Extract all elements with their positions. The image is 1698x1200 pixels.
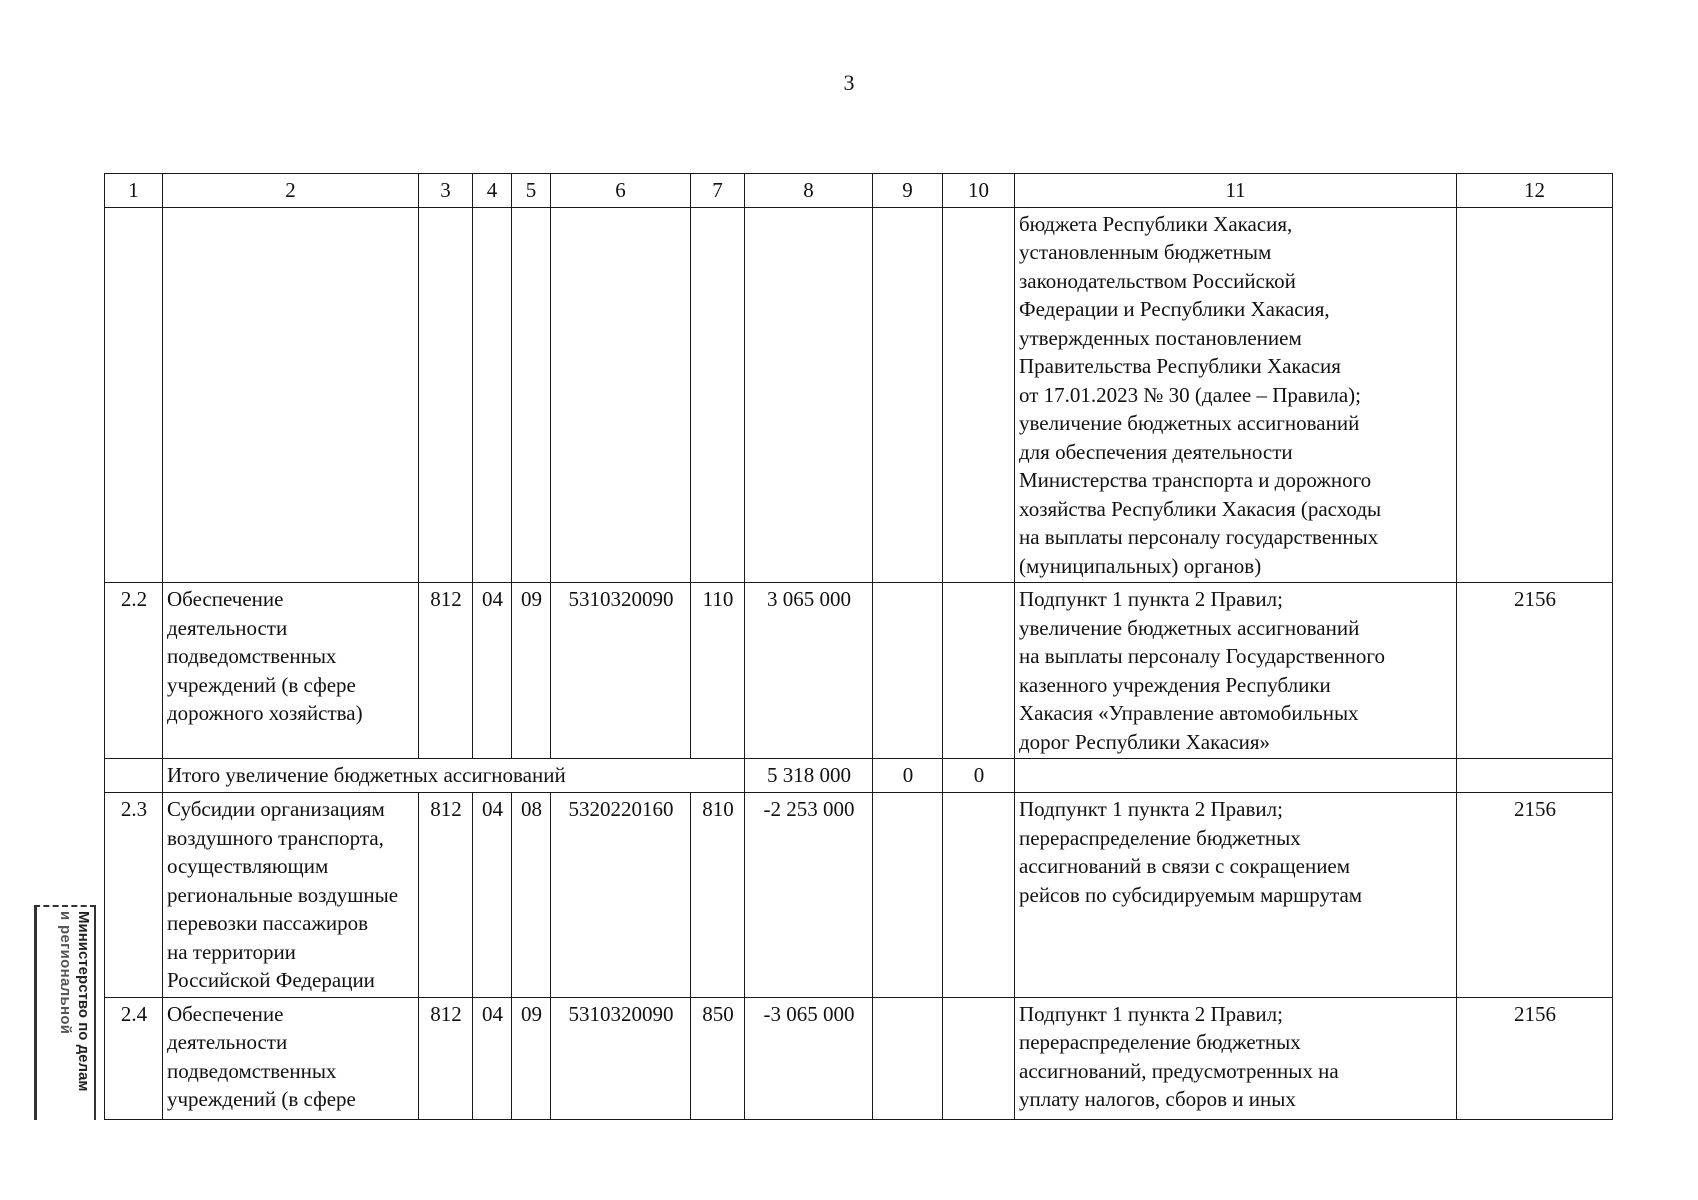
- cell-justification: бюджета Республики Хакасия, установленным бюджетным законодательством Российской Федерации и Республики Хакасия, утвержденных постановлением Правительства Республики Хакасия от 17.01.2023 № 30 (далее – Правила); увеличение бюджетных ассигнований для обеспечения деятельности Министерства транспорта и дорожного хозяйства Республики Хакасия (расходы на выплаты персоналу государственных (муниципальных) органов): [1015, 207, 1457, 583]
- cell-col3: 812: [419, 997, 473, 1119]
- cell-col6: 5310320090: [551, 583, 691, 759]
- header-cell-11: 11: [1015, 174, 1457, 208]
- header-cell-7: 7: [691, 174, 745, 208]
- cell-col4: 04: [473, 583, 512, 759]
- cell-col7: 850: [691, 997, 745, 1119]
- cell-row-number: 2.4: [105, 997, 163, 1119]
- cell-expense-name: Обеспечение деятельности подведомственных учреждений (в сфере дорожного хозяйства): [163, 583, 419, 759]
- cell-col9: [873, 997, 943, 1119]
- cell-col9: [873, 583, 943, 759]
- header-cell-9: 9: [873, 174, 943, 208]
- cell-empty: [163, 207, 419, 583]
- registration-stamp: [30, 905, 100, 1120]
- cell-col9: [873, 793, 943, 998]
- cell-col10: [943, 793, 1015, 998]
- header-cell-6: 6: [551, 174, 691, 208]
- total-col9: 0: [873, 759, 943, 793]
- cell-col5: 09: [512, 583, 551, 759]
- cell-col7: 110: [691, 583, 745, 759]
- cell-empty: [943, 207, 1015, 583]
- header-cell-4: 4: [473, 174, 512, 208]
- cell-col3: 812: [419, 583, 473, 759]
- cell-empty: [419, 207, 473, 583]
- cell-expense-name: Субсидии организациям воздушного транспорта, осуществляющим региональные воздушные перевозки пассажиров на территории Российской Федерации: [163, 793, 419, 998]
- header-cell-5: 5: [512, 174, 551, 208]
- cell-justification: Подпункт 1 пункта 2 Правил; перераспределение бюджетных ассигнований в связи с сокращением рейсов по субсидируемым маршрутам: [1015, 793, 1457, 998]
- total-amount: 5 318 000: [745, 759, 873, 793]
- stamp-frame: [34, 905, 96, 1120]
- table-row: [105, 997, 1613, 1119]
- cell-amount: 3 065 000: [745, 583, 873, 759]
- cell-empty: [551, 207, 691, 583]
- cell-expense-name: Обеспечение деятельности подведомственных учреждений (в сфере: [163, 997, 419, 1119]
- cell-justification: Подпункт 1 пункта 2 Правил; увеличение бюджетных ассигнований на выплаты персоналу Государственного казенного учреждения Республики Хакасия «Управление автомобильных дорог Республики Хакасия»: [1015, 583, 1457, 759]
- cell-col7: 810: [691, 793, 745, 998]
- cell-empty: [105, 207, 163, 583]
- cell-col12: 2156: [1457, 997, 1613, 1119]
- cell-empty: [1457, 759, 1613, 793]
- total-label: Итого увеличение бюджетных ассигнований: [163, 759, 745, 793]
- header-cell-2: 2: [163, 174, 419, 208]
- cell-row-number: 2.2: [105, 583, 163, 759]
- cell-empty: [512, 207, 551, 583]
- header-row: [105, 174, 1613, 208]
- cell-col12: 2156: [1457, 583, 1613, 759]
- cell-empty: [873, 207, 943, 583]
- cell-amount: -2 253 000: [745, 793, 873, 998]
- cell-empty: [1457, 207, 1613, 583]
- cell-empty: [105, 759, 163, 793]
- cell-col3: 812: [419, 793, 473, 998]
- total-col10: 0: [943, 759, 1015, 793]
- cell-col10: [943, 583, 1015, 759]
- cell-col4: 04: [473, 793, 512, 998]
- cell-col6: 5310320090: [551, 997, 691, 1119]
- budget-table: [104, 173, 1613, 1120]
- cell-col6: 5320220160: [551, 793, 691, 998]
- stamp-line2: и региональной: [57, 911, 74, 1035]
- cell-empty: [745, 207, 873, 583]
- header-cell-10: 10: [943, 174, 1015, 208]
- cell-col10: [943, 997, 1015, 1119]
- cell-row-number: 2.3: [105, 793, 163, 998]
- total-row: [105, 759, 1613, 793]
- cell-empty: [691, 207, 745, 583]
- table-row: [105, 583, 1613, 759]
- header-cell-12: 12: [1457, 174, 1613, 208]
- continuation-row: [105, 207, 1613, 583]
- cell-amount: -3 065 000: [745, 997, 873, 1119]
- cell-col5: 08: [512, 793, 551, 998]
- cell-col5: 09: [512, 997, 551, 1119]
- stamp-line1: Министерство по делам: [75, 911, 92, 1092]
- header-cell-1: 1: [105, 174, 163, 208]
- header-cell-3: 3: [419, 174, 473, 208]
- page-number: 3: [843, 70, 855, 95]
- header-cell-8: 8: [745, 174, 873, 208]
- table-row: [105, 793, 1613, 998]
- cell-col4: 04: [473, 997, 512, 1119]
- cell-empty: [1015, 759, 1457, 793]
- cell-col12: 2156: [1457, 793, 1613, 998]
- cell-empty: [473, 207, 512, 583]
- cell-justification: Подпункт 1 пункта 2 Правил; перераспределение бюджетных ассигнований, предусмотренных на уплату налогов, сборов и иных: [1015, 997, 1457, 1119]
